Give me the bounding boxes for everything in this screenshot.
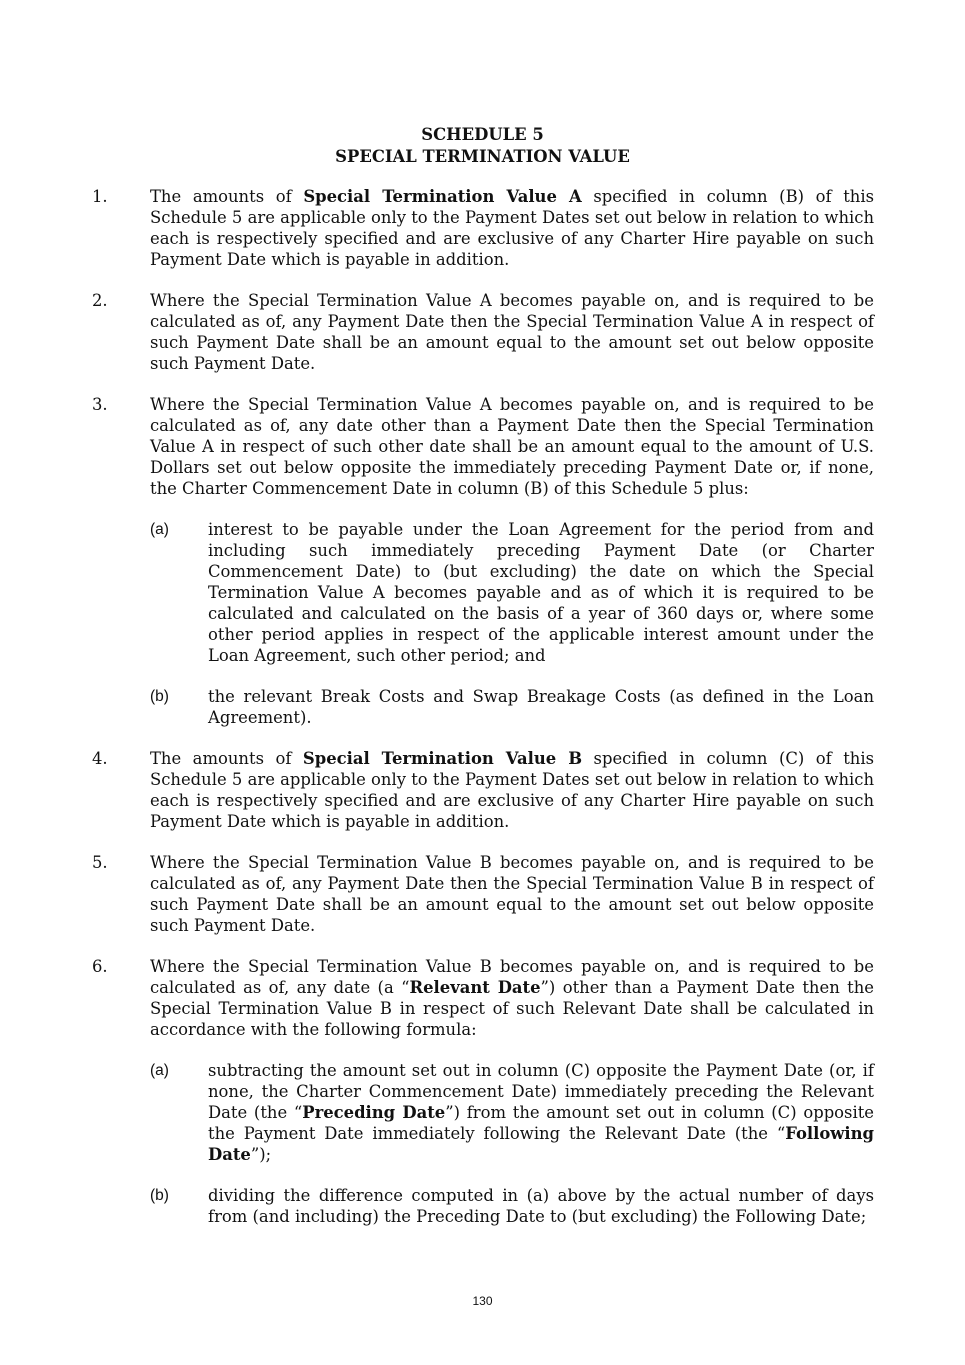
sub-item-text: the relevant Break Costs and Swap Breakage Costs (as defined in the Loan Agreement). [208,687,874,727]
paragraph-1 [92,186,874,270]
paragraph-text [150,956,874,1040]
paragraph-text: Where the Special Termination Value A becomes payable on, and is required to be calculated as of, any Payment Date then the Special Termination Value A in respect of such Payment Date shall be an amount equal to the amount set out below opposite such Payment Date. [150,291,874,373]
text-run: specified in column (C) of this Schedule 5 are applicable only to the Payment Dates set out below in relation to which each is respectively specified and are exclusive of any Charter Hire payable on such Payment Date which is payable in addition. [150,749,874,831]
sub-item-text: interest to be payable under the Loan Agreement for the period from and including such immediately preceding Payment Date (or Charter Commencement Date) to (but excluding) the date on which the Special Termination Value A becomes payable and as of which it is required to be calculated and calculated on the basis of a year of 360 days or, where some other period applies in respect of the applicable interest amount under the Loan Agreement, such other period; and [208,520,874,665]
sub-item-a [150,1060,874,1165]
paragraph-number: 2. [92,291,108,310]
text-run: specified in column (B) of this Schedule 5 are applicable only to the Payment Dates set out below in relation to which each is respectively specified and are exclusive of any Charter Hire payable on such Payment Date which is payable in addition. [150,187,875,269]
sub-item-text: dividing the difference computed in (a) above by the actual number of days from (and including) the Preceding Date to (but excluding) the Following Date; [208,1186,874,1226]
text-run: ”); [250,1145,272,1164]
sub-item-label: (b) [150,1187,169,1204]
sub-item-label: (a) [150,1062,169,1079]
sub-item-label: (b) [150,688,169,705]
text-run: ”) other than a Payment Date then the Special Termination Value B in respect of such Relevant Date shall be calculated in accordance with the following formula: [150,978,874,1039]
paragraph-text [150,748,874,832]
paragraph-text: Where the Special Termination Value A becomes payable on, and is required to be calculated as of, any date other than a Payment Date then the Special Termination Value A in respect of such other date shall be an amount equal to the amount of U.S. Dollars set out below opposite the immediately preceding Payment Date or, if none, the Charter Commencement Date in column (B) of this Schedule 5 plus: [150,395,874,498]
sub-item-b [150,686,874,728]
defined-term: Following Date [208,1124,874,1164]
paragraph-2 [92,290,874,374]
schedule-title: SPECIAL TERMINATION VALUE [335,147,630,166]
defined-term: Relevant Date [409,978,541,997]
sub-item-a [150,519,874,666]
schedule-heading: SCHEDULE 5 [421,125,544,144]
paragraph-6-sublist [150,1060,874,1227]
defined-term: Special Termination Value A [303,187,582,206]
paragraph-text [150,186,874,270]
schedule-body [92,186,874,1247]
paragraph-4 [92,748,874,832]
paragraph-number: 5. [92,853,108,872]
text-run: Where the Special Termination Value B becomes payable on, and is required to be calculated as of, any date (a “ [150,957,874,997]
defined-term: Preceding Date [302,1103,446,1122]
paragraph-text: Where the Special Termination Value B becomes payable on, and is required to be calculated as of, any Payment Date then the Special Termination Value B in respect of such Payment Date shall be an amount equal to the amount set out below opposite such Payment Date. [150,853,874,935]
text-run: The amounts of [150,187,304,206]
page-number: 130 [472,1294,493,1308]
paragraph-3 [92,394,874,499]
text-run: ”) from the amount set out in column (C) opposite the Payment Date immediately following the Relevant Date (the “ [208,1103,874,1143]
paragraph-number: 4. [92,749,108,768]
paragraph-number: 3. [92,395,108,414]
paragraph-6 [92,956,874,1040]
paragraph-number: 1. [92,187,108,206]
paragraph-number: 6. [92,957,108,976]
sub-item-b [150,1185,874,1227]
paragraph-3-sublist [150,519,874,728]
paragraph-5 [92,852,874,936]
text-run: The amounts of [150,749,303,768]
sub-item-text [208,1060,874,1165]
defined-term: Special Termination Value B [302,749,583,768]
text-run: subtracting the amount set out in column (C) opposite the Payment Date (or, if none, the Charter Commencement Date) immediately preceding the Relevant Date (the “ [208,1061,874,1122]
sub-item-label: (a) [150,521,169,538]
